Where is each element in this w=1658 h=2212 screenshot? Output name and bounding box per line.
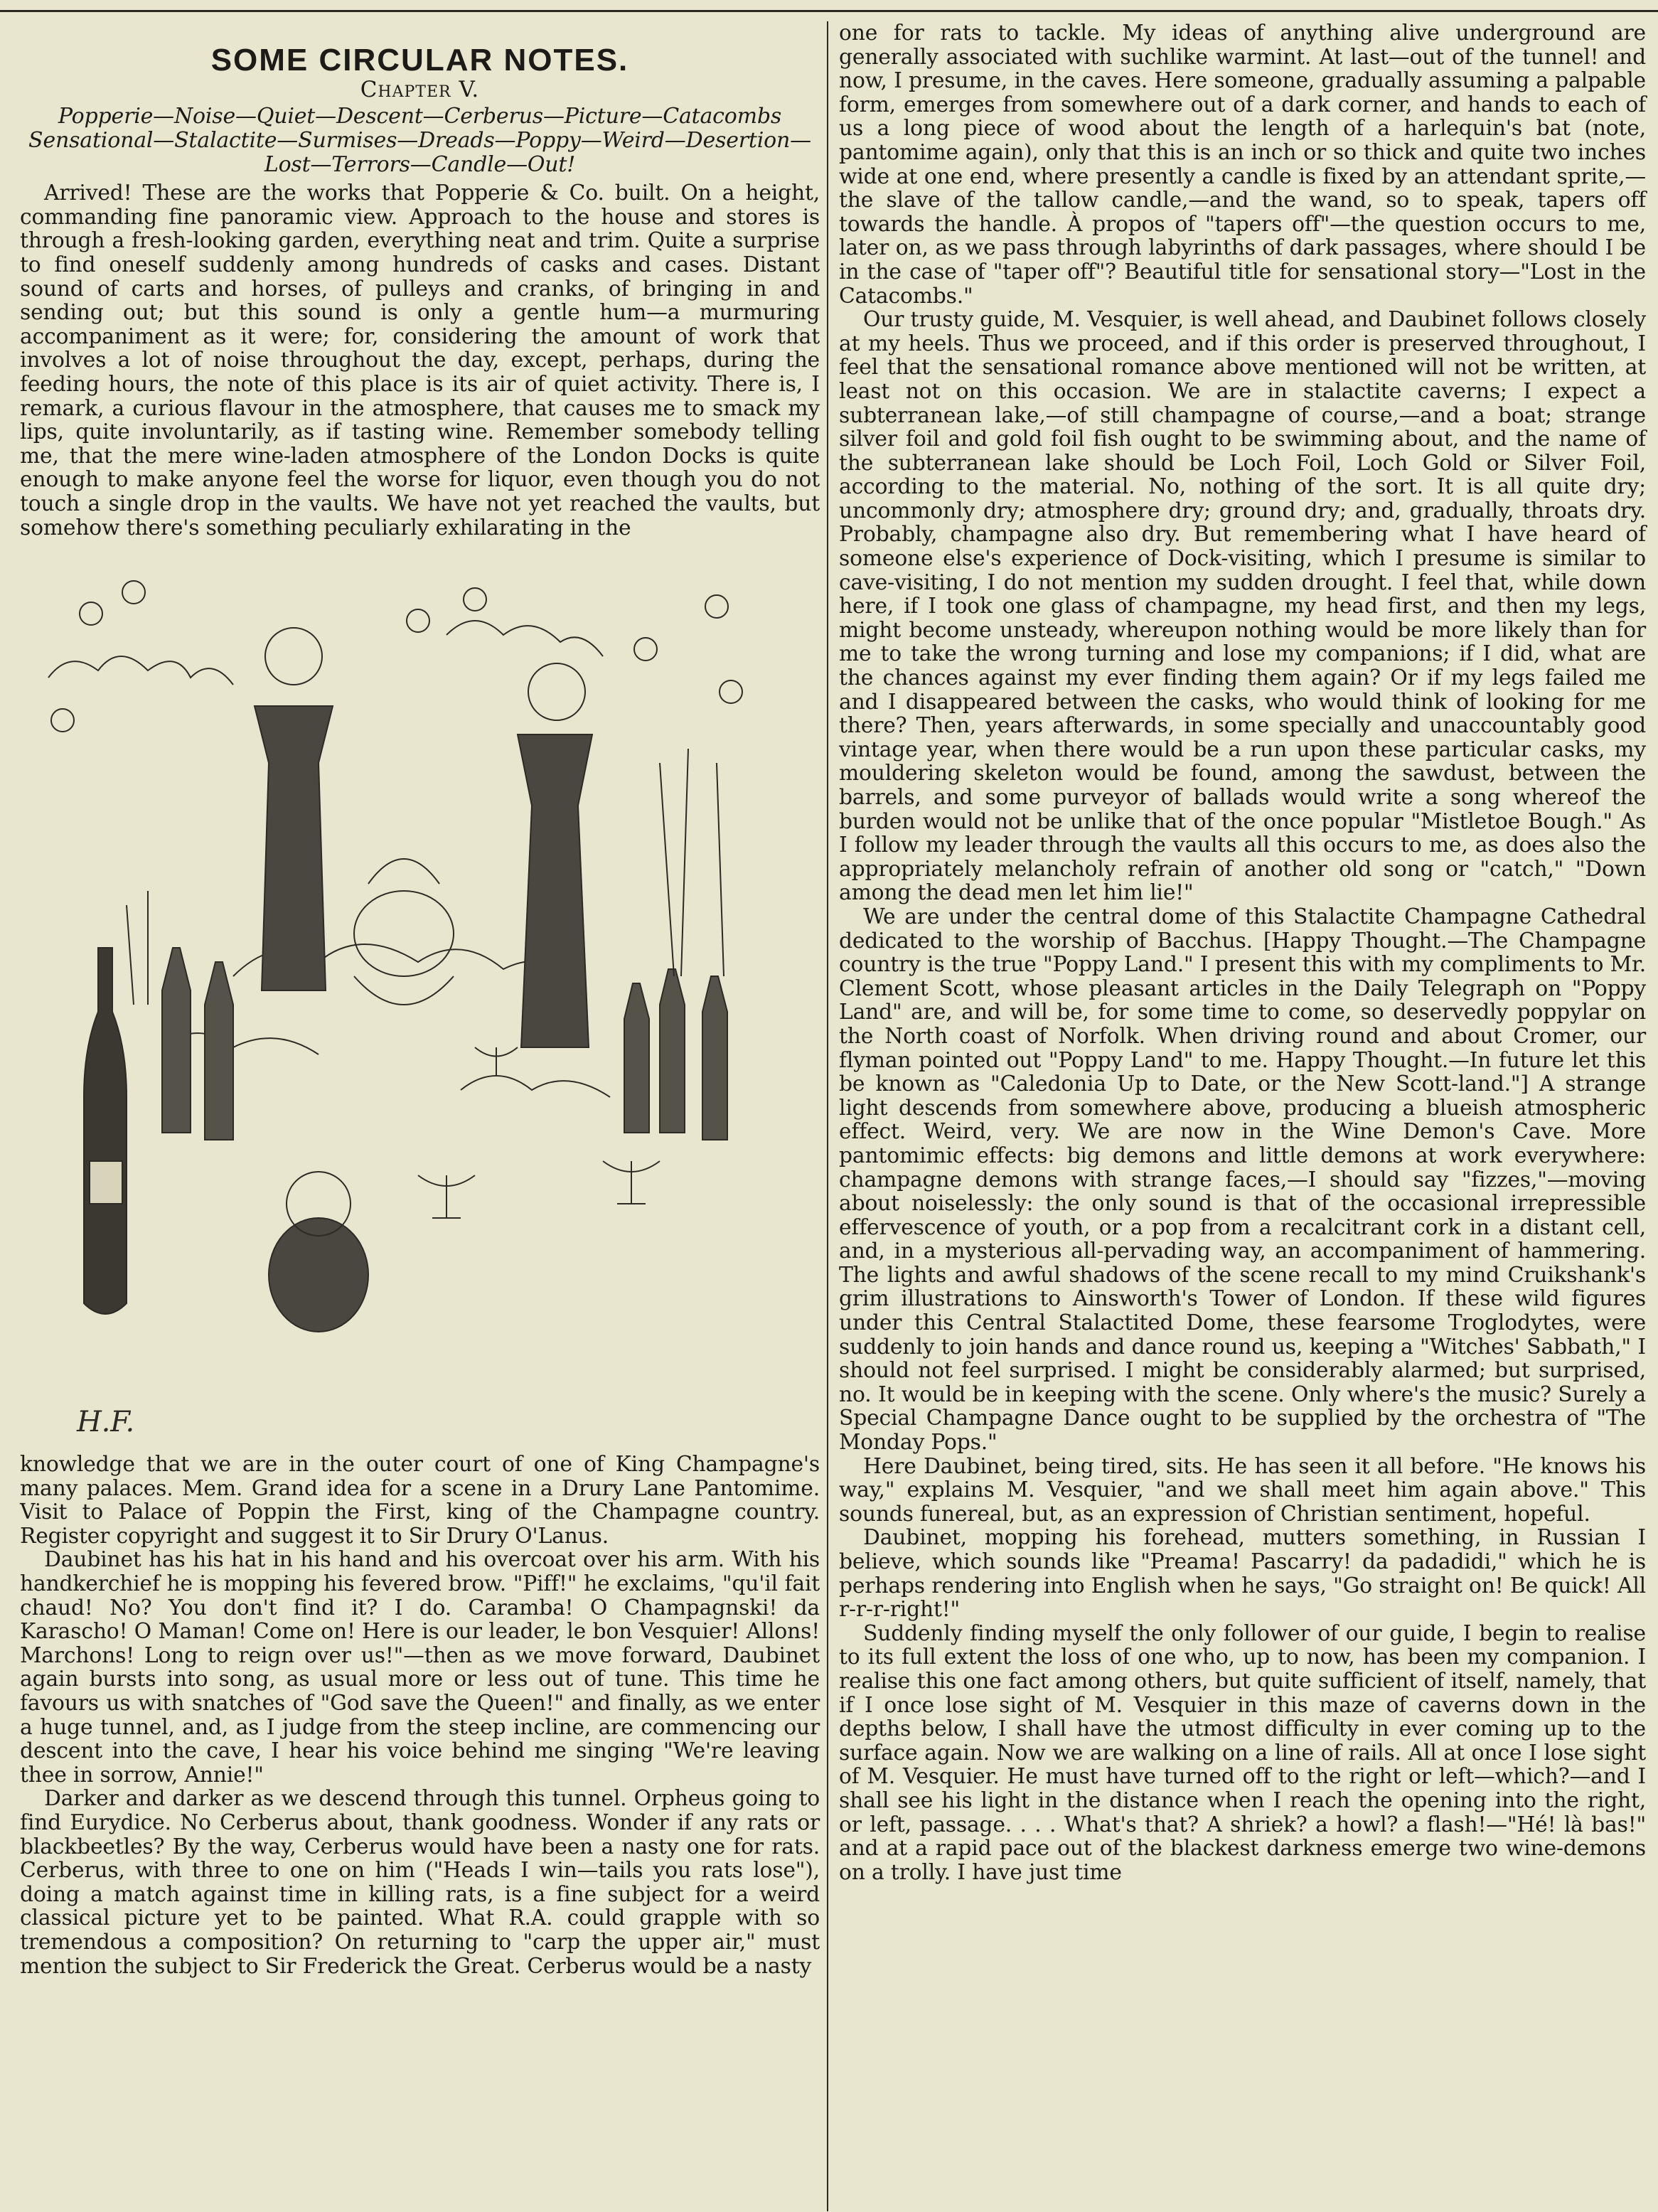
bottle-left [84,948,127,1314]
king-body [354,891,454,976]
cloud-stroke [461,1076,610,1097]
right-column [839,21,1646,1884]
paragraph-darker: Darker and darker as we descend through this tunnel. Orpheus going to find Eurydice. No Cerberus about, thank goodness. Wonder if any rats or blackbeetles? By the way, Cerberus would have been a nasty one for rats. Cerberus, with three to one on him ("Heads I win—tails you rats lose"), doing a match against time in killing rats, is a fine subject for a weird classical picture yet to be painted. What R.A. could grapple with so tremendous a composition? On returning to "carp the upper air," must mention the subject to Sir Frederick the Great. Cerberus would be a nasty [20,1786,820,1979]
paragraph-daubinet-sits: Here Daubinet, being tired, sits. He has seen it all before. "He knows his way," explains M. Vesquier, "and we shall meet him again above." This sounds funereal, but, as an expression of Christian sentiment, hopeful. [839,1453,1646,1527]
paragraph-suddenly: Suddenly finding myself the only follower of our guide, I begin to realise to its full extent the loss of one who, up to now, has been my companion. I realise this one fact among others, but quite sufficient of itself, namely, that if I once lose sight of M. Vesquier in this maze of caverns down in the depths below, I shall have the utmost difficulty in ever coming up to the surface again. Now we are walking on a line of rails. All at once I lose sight of M. Vesquier. He must have turned off to the right or left—which?—and I shall see his light in the distance when I reach the opening into the right, or left, passage. . . . What's that? A shriek? a howl? a flash!—"Hé! là bas!" and at a rapid pace out of the blackest darkness emerge two wine-demons on a trolly. I have just time [839,1620,1646,1885]
bottle-face [528,663,585,720]
paragraph-central-dome: We are under the central dome of this Stalactite Champagne Cathedral dedicated to the worship of Bacchus. [Happy Thought.—The Champagne country is the true "Poppy Land." I present this with my compliments to Mr. Clement Scott, whose pleasant articles in the Daily Telegraph on "Poppy Land" are, and will be, for some time to come, so deservedly poppylar on the North coast of Norfolk. When driving round and about Cromer, our flyman pointed out "Poppy Land" to me. Happy Thought.—In future let this be known as "Caledonia Up to Date, or the New Scott-land."] A strange light descends from somewhere above, producing a blueish atmospheric effect. Weird, very. We are now in the Wine Demon's Cave. More pantomimic effects: big demons and little demons at work everywhere: champagne demons with strange faces,—I should say "fizzes,"—moving about noiselessly: the only sound is that of the occasional irrepressible effervescence of youth, or a pop from a recalcitrant cork in a distant cell, and, in a mysterious all-pervading way, an accompaniment of hammering. The lights and awful shadows of the scene recall to my mind Cruikshank's grim illustrations to Ainsworth's Tower of London. If these wild figures under this Central Stalactited Dome, these fearsome Troglodytes, were suddenly to join hands and dance round us, keeping a "Witches' Sabbath," I should not feel surprised. I might be considerably alarmed; but surprised, no. It would be in keeping with the scene. Only where's the music? Surely a Special Champagne Dance ought to be supplied by the orchestra of "The Monday Pops." [839,904,1646,1455]
paragraph-rats-continued: one for rats to tackle. My ideas of anything alive underground are generally associated with suchlike warmint. At last—out of the tunnel! and now, I presume, in the caves. Here someone, gradually assuming a palpable form, emerges from somewhere out of a dark corner, and hands to each of us a long piece of wood about the length of a harlequin's bat (note, pantomime again), only that this is an inch or so thick and quite two inches wide at one end, where presently a candle is fixed by an attendant sprite,—the slave of the tallow candle,—and the wand, so to speak, tapers off towards the handle. À propos of "tapers off"—the question occurs to me, later on, as we pass through labyrinths of dark passages, where should I be in the case of "taper off"? Beautiful title for sensational story—"Lost in the Catacombs." [839,21,1646,309]
champagne-illustration [20,550,820,1446]
paragraph-daubinet-hat: Daubinet has his hat in his hand and his overcoat over his arm. With his handkerchief he is mopping his fevered brow. "Piff!" he exclaims, "qu'il fait chaud! No? You don't find it? I do. Caramba! O Champagnski! da Karascho! O Maman! Come on! Here is our leader, le bon Vesquier! Allons! Marchons! Long to reign over us!"—then as we move forward, Daubinet again bursts into song, as usual more or less out of tune. This time he favours us with snatches of "God save the Queen!" and finally, as we enter a huge tunnel, and, as I judge from the steep incline, are commencing our descent into the cave, I hear his voice behind me singing "We're leaving thee in sorrow, Annie!" [20,1547,820,1788]
column-divider [827,21,828,2211]
bottle-face [265,628,322,685]
bottle-right [518,734,592,1047]
paragraph-arrived: Arrived! These are the works that Popperie & Co. built. On a height, commanding fine panoramic view. Approach to the house and stores is through a fresh-looking garden, everything neat and trim. Quite a surprise to find oneself suddenly among hundreds of casks and cases. Distant sound of carts and horses, of pulleys and cranks, of bringing in and sending out; but this sound is only a gentle hum—a murmuring accompaniment as it were; for, considering the amount of work that involves a lot of noise throughout the day, except, perhaps, during the feeding hours, the note of this place is its air of quiet activity. There is, I remark, a curious flavour in the atmosphere, that causes me to smack my lips, quite involuntarily, as if tasting wine. Remember somebody telling me, that the mere wine-laden atmosphere of the London Docks is quite enough to make anyone feel the worse for liquor, even though you do not touch a single drop in the vaults. We have not yet reached the vaults, but somehow there's something peculiarly exhilarating in the [20,181,820,540]
cloud-stroke [48,656,233,685]
bottle-center [255,706,333,990]
left-column [20,27,820,1978]
illustration-drawing [20,550,820,1446]
cloud-stroke [446,621,603,656]
bottle-label [90,1161,122,1204]
paragraph-trusty-guide: Our trusty guide, M. Vesquier, is well ahead, and Daubinet follows closely at my heels. Thus we proceed, and if this order is preserved throughout, I feel that the sensational romance above mentioned will not be written, at least not on this occasion. We are in stalactite caverns; I expect a subterranean lake,—of still champagne of course,—and a boat; strange silver foil and gold foil fish ought to be swimming about, and the name of the subterranean lake should be Loch Foil, Loch Gold or Silver Foil, according to the material. No, nothing of the sort. It is all quite dry; uncommonly dry; atmosphere dry; ground dry; and, gradually, throats dry. Probably, champagne also dry. But remembering what I have heard of someone else's experience of Dock-visiting, which I presume is similar to cave-visiting, I do not mention my sudden drought. I feel that, while down here, if I took one glass of champagne, my head first, and then my legs, might become unsteady, whereupon nothing would be more likely than for me to take the wrong turning and lose my companions; if I did, what are the chances against my ever finding them again? Or if my legs failed me and I disappeared between the casks, who would think of looking for me there? Then, years afterwards, in some specially and unaccountably good vintage year, when there would be a run upon these particular casks, my mouldering skeleton would be found, among the sawdust, between the barrels, and some purveyor of ballads would write a song whereof the burden would not be unlike that of the once popular "Mistletoe Bough." As I follow my leader through the vaults all this occurs to me, as does also the appropriately melancholy refrain of another old song or "catch," "Down among the dead men let him lie!" [839,307,1646,906]
top-rule [0,10,1658,12]
chapter-heading: Chapter V. [360,76,480,102]
paragraph-king-champagne: knowledge that we are in the outer court of one of King Champagne's many palaces. Mem. Grand idea for a scene in a Drury Lane Pantomime. Visit to Palace of Poppin the First, king of the Champagne country. Register copyright and suggest it to Sir Drury O'Lanus. [20,1452,820,1549]
paragraph-daubinet-mutters: Daubinet, mopping his forehead, mutters something, in Russian I believe, which sounds like "Preama! Pascarry! da padadidi," which he is perhaps rendering into English when he says, "Go straight on! Be quick! All r-r-r-right!" [839,1525,1646,1623]
king-crown [368,859,439,884]
artist-signature: H.F. [77,1406,135,1439]
article-title: SOME CIRCULAR NOTES. [210,43,629,78]
chapter-summary: Popperie—Noise—Quiet—Descent—Cerberus—Picture—Catacombs Sensational—Stalactite—Surmises—Dreads—Poppy—Weird—Desertion—Lost—Terrors—Candle—Out! [28,104,811,178]
